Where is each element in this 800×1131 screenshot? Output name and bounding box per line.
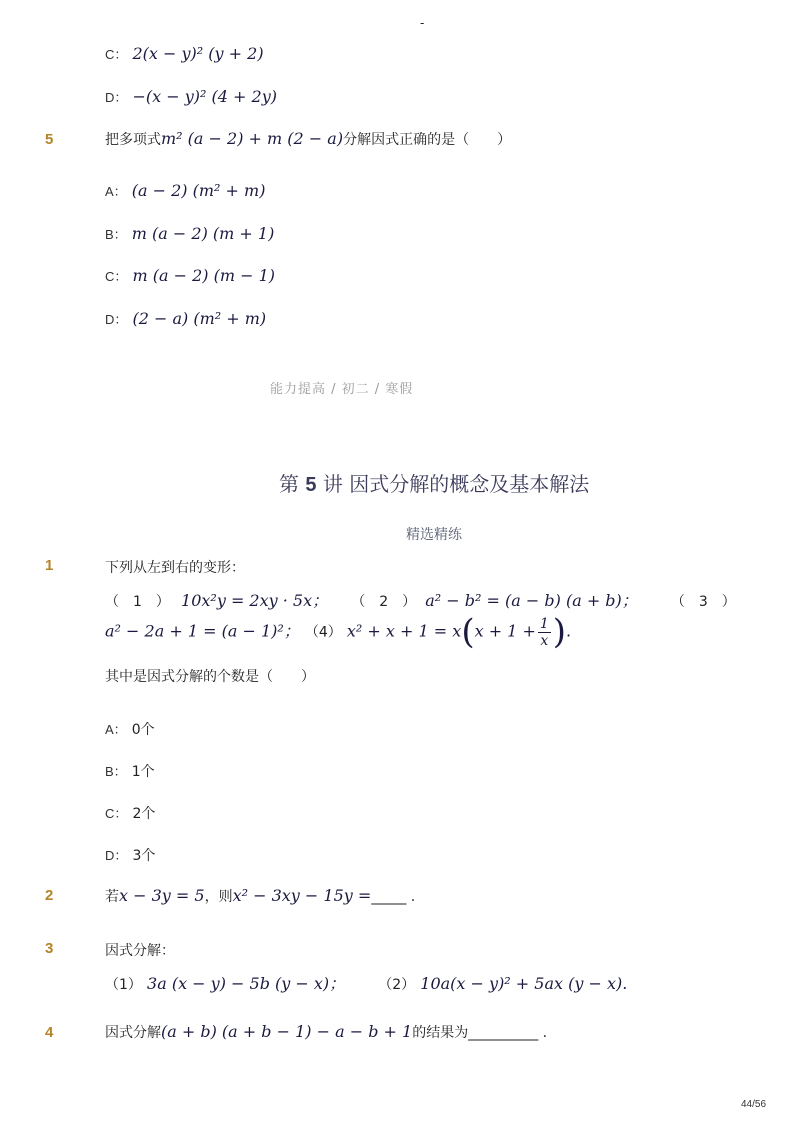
option-label: B： bbox=[105, 764, 127, 779]
option-d-prev[interactable] bbox=[105, 87, 277, 106]
option-c-prev[interactable] bbox=[105, 44, 264, 63]
page-title bbox=[279, 468, 589, 497]
option-expression: −(x − y)² (4 + 2y) bbox=[132, 87, 277, 106]
option-d[interactable] bbox=[105, 845, 155, 865]
question-number: 1 bbox=[45, 557, 54, 574]
part-expression: 10a(x − y)² + 5ax (y − x). bbox=[420, 974, 628, 993]
part-label: （ 1 ） bbox=[105, 594, 170, 610]
part-expression: x² + x + 1 = x bbox=[346, 621, 462, 641]
option-label: B： bbox=[105, 227, 127, 242]
page-number: 44/56 bbox=[741, 1099, 767, 1110]
question-number: 4 bbox=[45, 1024, 54, 1041]
option-expression: (a − 2) (m² + m) bbox=[131, 181, 266, 200]
question-prompt: 其中是因式分解的个数是（ ） bbox=[105, 669, 315, 685]
option-text: 1个 bbox=[131, 764, 155, 780]
option-d[interactable] bbox=[105, 309, 266, 328]
question-parts-line1 bbox=[105, 588, 736, 611]
part-expression: a² − 2a + 1 = (a − 1)²； bbox=[105, 621, 300, 641]
option-text: 2个 bbox=[132, 806, 156, 822]
part-label: （2） bbox=[378, 977, 416, 993]
question-number: 5 bbox=[45, 131, 54, 148]
question-stem: 因式分解： bbox=[105, 943, 175, 959]
part-label: （ 3 ） bbox=[670, 594, 736, 610]
part-label: （1） bbox=[105, 977, 142, 993]
fraction-numerator: 1 bbox=[539, 615, 549, 632]
option-text: 0个 bbox=[131, 722, 155, 738]
option-label: A： bbox=[105, 722, 127, 737]
option-expression: 2(x − y)² (y + 2) bbox=[132, 44, 264, 63]
option-b[interactable] bbox=[105, 224, 274, 243]
breadcrumb: 能力提高 / 初二 / 寒假 bbox=[270, 382, 414, 397]
option-label: C： bbox=[105, 47, 128, 62]
option-a[interactable] bbox=[105, 719, 155, 739]
answer-blank[interactable]: __________ . bbox=[468, 1025, 548, 1041]
option-expression: m (a − 2) (m + 1) bbox=[131, 224, 275, 243]
option-label: C： bbox=[105, 269, 128, 284]
question-number: 2 bbox=[45, 887, 54, 904]
fraction-denominator: x bbox=[540, 632, 549, 649]
stem-text: 分解因式正确的是（ ） bbox=[343, 132, 512, 148]
option-b[interactable] bbox=[105, 761, 155, 781]
question-parts-line2 bbox=[105, 612, 571, 652]
option-label: D： bbox=[105, 848, 128, 863]
right-paren: ) bbox=[552, 612, 567, 652]
option-c[interactable] bbox=[105, 803, 155, 823]
part-expression: 10x²y = 2xy · 5x； bbox=[181, 591, 329, 610]
question-stem: 下列从左到右的变形： bbox=[105, 560, 245, 576]
option-expression: m (a − 2) (m − 1) bbox=[132, 266, 276, 285]
stem-text: 若 bbox=[105, 889, 119, 905]
stem-text: 把多项式 bbox=[105, 132, 161, 148]
stem-expression: (a + b) (a + b − 1) − a − b + 1 bbox=[161, 1022, 413, 1041]
fraction bbox=[538, 616, 551, 649]
stem-expression: x − 3y = 5 bbox=[119, 886, 205, 905]
stem-text: 的结果为 bbox=[412, 1025, 469, 1041]
part-label: （ 2 ） bbox=[351, 594, 417, 610]
question-stem bbox=[105, 886, 415, 906]
title-prefix: 第 bbox=[279, 472, 299, 496]
question-parts bbox=[105, 971, 627, 994]
option-c[interactable] bbox=[105, 266, 275, 285]
option-label: A： bbox=[105, 184, 127, 199]
period: . bbox=[566, 621, 572, 641]
option-text: 3个 bbox=[132, 848, 156, 864]
stem-text: ，则 bbox=[204, 889, 233, 905]
option-label: D： bbox=[105, 90, 128, 105]
stem-expression: m² (a − 2) + m (2 − a) bbox=[161, 129, 344, 148]
stem-text: 因式分解 bbox=[105, 1025, 161, 1041]
option-label: C： bbox=[105, 806, 128, 821]
stem-expression: x² − 3xy − 15y = bbox=[232, 886, 372, 905]
part-expression: 3a (x − y) − 5b (y − x)； bbox=[147, 974, 346, 993]
left-paren: ( bbox=[461, 612, 475, 652]
option-expression: (2 − a) (m² + m) bbox=[132, 309, 267, 328]
top-mark: - bbox=[420, 16, 425, 30]
option-a[interactable] bbox=[105, 181, 265, 200]
answer-blank[interactable]: _____ . bbox=[371, 889, 416, 905]
title-suffix: 讲 因式分解的概念及基本解法 bbox=[322, 472, 590, 496]
question-number: 3 bbox=[45, 940, 54, 957]
part-expression: a² − b² = (a − b) (a + b)； bbox=[425, 591, 638, 610]
part-label: （4） bbox=[304, 624, 342, 641]
title-number: 5 bbox=[305, 474, 317, 496]
question-stem bbox=[105, 129, 511, 149]
option-label: D： bbox=[105, 312, 128, 327]
part-inner-expression: x + 1 + bbox=[474, 621, 536, 641]
section-title: 精选精练 bbox=[406, 527, 462, 543]
question-stem bbox=[105, 1022, 547, 1042]
